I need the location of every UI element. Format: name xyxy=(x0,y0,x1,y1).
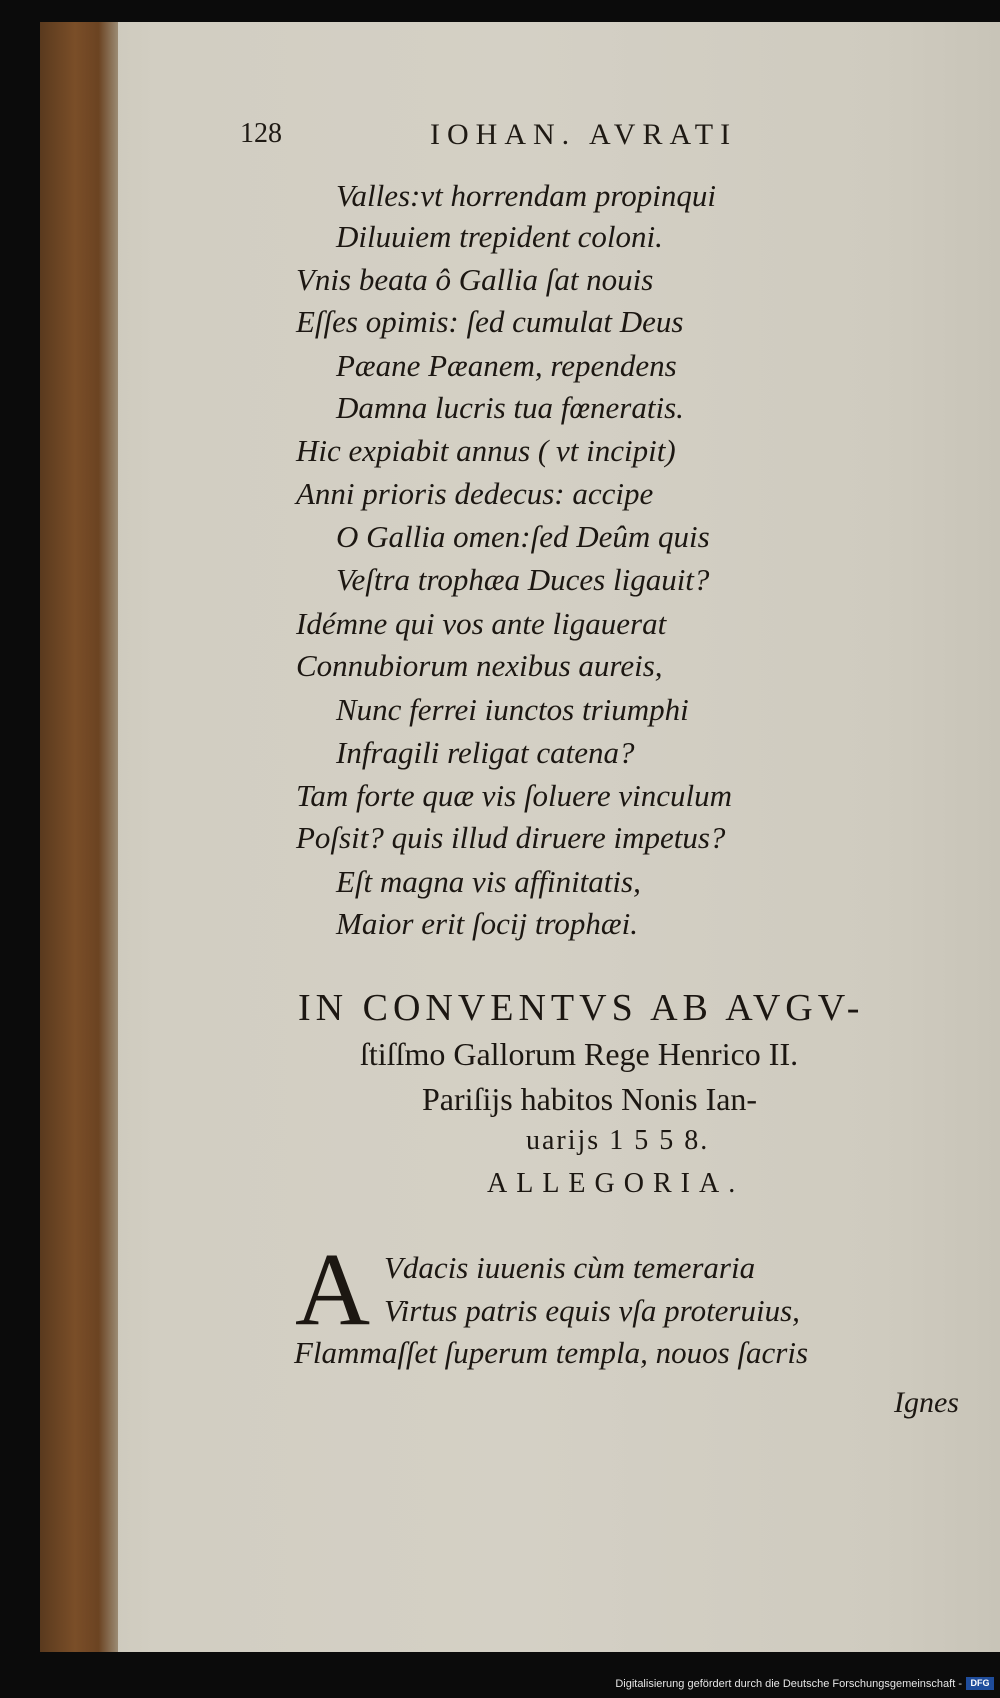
poem-line: Damna lucris tua fœneratis. xyxy=(336,390,684,425)
title-line-3: Pariſijs habitos Nonis Ian- xyxy=(422,1081,758,1117)
page-header xyxy=(240,118,840,158)
poem-line: Pæane Pæanem, rependens xyxy=(336,348,677,383)
poem-line: Virtus patris equis vſa proteruius, xyxy=(384,1293,800,1328)
drop-cap-initial: A xyxy=(295,1232,371,1347)
title-line-5: ALLEGORIA. xyxy=(487,1168,745,1199)
poem-line: Hic expiabit annus ( vt incipit) xyxy=(296,433,676,468)
catchword: Ignes xyxy=(894,1386,959,1419)
poem-line: Nunc ferrei iunctos triumphi xyxy=(336,692,689,727)
poem-line: Anni prioris dedecus: accipe xyxy=(296,476,654,511)
poem-line: Infragili religat catena? xyxy=(336,735,635,770)
poem-line: O Gallia omen:ſed Deûm quis xyxy=(336,519,710,554)
running-head: IOHAN. AVRATI xyxy=(430,118,738,151)
title-line-1: IN CONVENTVS AB AVGV- xyxy=(298,987,865,1029)
poem-line: Diluuiem trepident coloni. xyxy=(336,219,663,254)
book-binding-edge xyxy=(40,22,118,1652)
dfg-logo-icon: DFG xyxy=(966,1677,994,1690)
poem-line: Eſt magna vis affinitatis, xyxy=(336,864,641,899)
poem-line: Tam forte quæ vis ſoluere vinculum xyxy=(296,778,732,813)
footer-credit: Digitalisierung gefördert durch die Deutsche Forschungsgemeinschaft - xyxy=(615,1678,962,1690)
page-number: 128 xyxy=(240,118,282,149)
poem-line: Valles:vt horrendam propinqui xyxy=(336,178,717,213)
poem-line: Vdacis iuuenis cùm temeraria xyxy=(384,1250,756,1285)
digitization-footer xyxy=(0,1672,1000,1698)
poem-line: Connubiorum nexibus aureis, xyxy=(296,648,663,683)
title-line-4: uarijs 1 5 5 8. xyxy=(526,1125,710,1156)
poem-line: Maior erit ſocij trophæi. xyxy=(336,906,638,941)
poem-line: Vnis beata ô Gallia ſat nouis xyxy=(296,262,654,297)
title-line-2: ſtiſſmo Gallorum Rege Henrico II. xyxy=(360,1036,799,1072)
poem-line: Flammaſſet ſuperum templa, nouos ſacris xyxy=(294,1335,809,1370)
poem-line: Veſtra trophæa Duces ligauit? xyxy=(336,562,710,597)
poem-line: Poſsit? quis illud diruere impetus? xyxy=(296,820,726,855)
poem-line: Idémne qui vos ante ligauerat xyxy=(296,606,667,641)
poem-line: Eſſes opimis: ſed cumulat Deus xyxy=(296,304,684,339)
